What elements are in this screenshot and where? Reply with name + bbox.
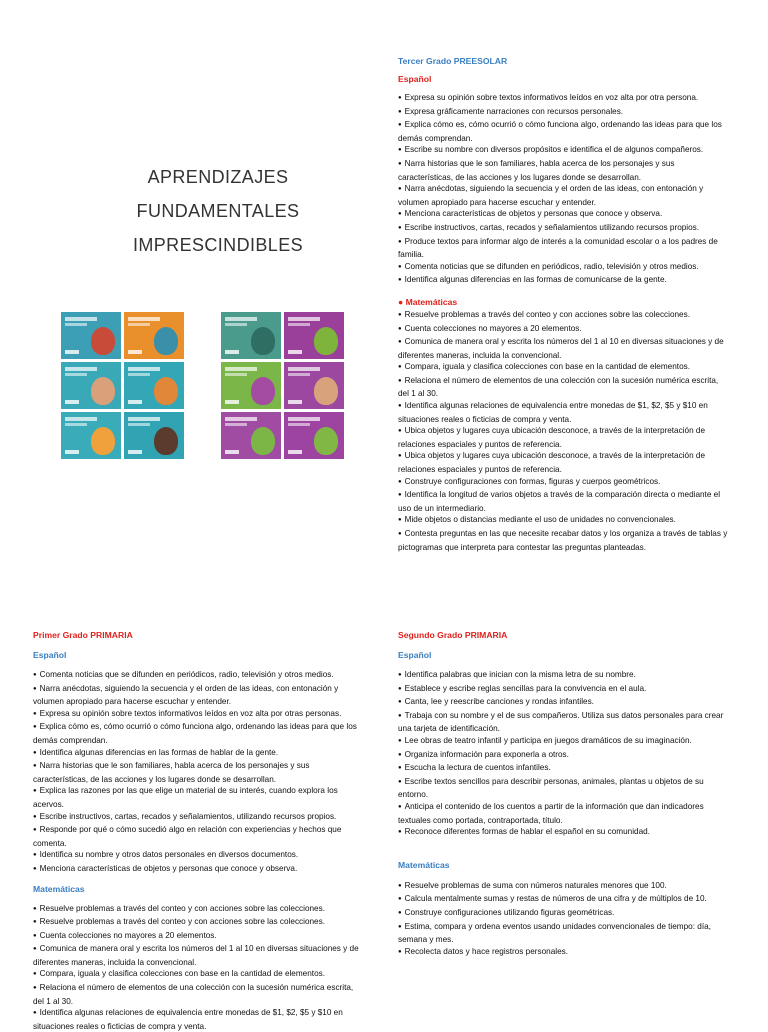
list-item: ● Produce textos para informar algo de interés a la comunidad escolar o a los padres de familia. (398, 236, 730, 261)
list-item: ● Identifica algunas relaciones de equivalencia entre monedas de $1, $2, $5 y $10 en situaciones reales o ficticias de compra y venta. (398, 400, 730, 425)
list-item: ● Identifica palabras que inician con la misma letra de su nombre. (398, 669, 730, 683)
list-item: ● Responde por qué o cómo sucedió algo en relación con experiencias y hechos que comenta. (33, 824, 365, 849)
list-item: ● Narra historias que le son familiares, habla acerca de los personajes y sus características, de las acciones y los lugares donde se desarrollan. (33, 760, 365, 785)
list-item: ● Identifica algunas diferencias en las formas de hablar de la gente. (33, 747, 365, 761)
list-item: ● Construye configuraciones con formas, figuras y cuerpos geométricos. (398, 476, 730, 490)
document-title (118, 160, 318, 262)
list-item: ● Relaciona el número de elementos de una colección con la sucesión numérica escrita, del 1 al 30. (33, 982, 365, 1007)
section-tercer-grado (398, 56, 730, 553)
book-cover (61, 412, 121, 459)
list-item: ● Resuelve problemas a través del conteo y con acciones sobre las colecciones. (33, 916, 365, 930)
list-item: ● Narra anécdotas, siguiendo la secuencia y el orden de las ideas, con entonación y volumen apropiado para hacerse escuchar y entender. (33, 683, 365, 708)
list-item: ● Identifica algunas diferencias en las formas de comunicarse de la gente. (398, 274, 730, 288)
espanol-list (398, 92, 730, 288)
list-item: ● Resuelve problemas a través del conteo y con acciones sobre las colecciones. (33, 903, 365, 917)
list-item: ● Construye configuraciones utilizando figuras geométricas. (398, 907, 730, 921)
list-item: ● Identifica algunas relaciones de equivalencia entre monedas de $1, $2, $5 y $10 en situaciones reales o ficticias de compra y venta. (33, 1007, 365, 1032)
list-item: ● Explica las razones por las que elige un material de su interés, cuando explora los acervos. (33, 785, 365, 810)
title-line: IMPRESCINDIBLES (118, 228, 318, 262)
section-heading: Primer Grado PRIMARIA (33, 630, 365, 641)
list-item: ● Comenta noticias que se difunden en periódicos, radio, televisión y otros medios. (33, 669, 365, 683)
list-item: ● Expresa gráficamente narraciones con recursos personales. (398, 106, 730, 120)
subject-heading-espanol: Español (398, 74, 730, 85)
list-item: ● Identifica su nombre y otros datos personales en diversos documentos. (33, 849, 365, 863)
list-item: ● Resuelve problemas a través del conteo y con acciones sobre las colecciones. (398, 309, 730, 323)
list-item: ● Expresa su opinión sobre textos informativos leídos en voz alta por otras personas. (33, 708, 365, 722)
list-item: ● Menciona características de objetos y personas que conoce y observa. (398, 208, 730, 222)
list-item: ● Establece y escribe reglas sencillas para la convivencia en el aula. (398, 683, 730, 697)
list-item: ● Trabaja con su nombre y el de sus compañeros. Utiliza sus datos personales para crear una tarjeta de identificación. (398, 710, 730, 735)
list-item: ● Comunica de manera oral y escrita los números del 1 al 10 en diversas situaciones y de diferentes maneras, incluida la convencional. (398, 336, 730, 361)
list-item: ● Relaciona el número de elementos de una colección con la sucesión numérica escrita, del 1 al 30. (398, 375, 730, 400)
book-covers-group-2 (221, 312, 344, 459)
list-item: ● Calcula mentalmente sumas y restas de números de una cifra y de múltiplos de 10. (398, 893, 730, 907)
list-item: ● Narra historias que le son familiares, habla acerca de los personajes y sus características, de las acciones y los lugares donde se desarrollan. (398, 158, 730, 183)
book-cover (284, 312, 344, 359)
list-item: ● Explica cómo es, cómo ocurrió o cómo funciona algo, ordenando las ideas para que los demás comprendan. (398, 119, 730, 144)
book-cover (284, 362, 344, 409)
list-item: ● Organiza información para exponerla a otros. (398, 749, 730, 763)
book-cover (61, 362, 121, 409)
espanol-list (398, 669, 730, 840)
section-heading: Tercer Grado PREESOLAR (398, 56, 730, 67)
list-item: ● Ubica objetos y lugares cuya ubicación desconoce, a través de la interpretación de relaciones espaciales y puntos de referencia. (398, 425, 730, 450)
list-item: ● Cuenta colecciones no mayores a 20 elementos. (33, 930, 365, 944)
list-item: ● Canta, lee y reescribe canciones y rondas infantiles. (398, 696, 730, 710)
subject-heading-matematicas: ● Matemáticas (398, 297, 730, 308)
book-cover (221, 362, 281, 409)
espanol-list (33, 669, 365, 877)
list-item: ● Escribe su nombre con diversos propósitos e identifica el de algunos compañeros. (398, 144, 730, 158)
list-item: ● Reconoce diferentes formas de hablar el español en su comunidad. (398, 826, 730, 840)
section-segundo-grado (398, 630, 730, 959)
list-item: ● Escribe instructivos, cartas, recados y señalamientos, utilizando recursos propios. (33, 811, 365, 825)
list-item: ● Resuelve problemas de suma con números naturales menores que 100. (398, 880, 730, 894)
list-item: ● Cuenta colecciones no mayores a 20 elementos. (398, 323, 730, 337)
subject-heading-espanol: Español (398, 650, 730, 661)
book-cover (61, 312, 121, 359)
matematicas-list (33, 903, 365, 1032)
list-item: ● Comunica de manera oral y escrita los números del 1 al 10 en diversas situaciones y de diferentes maneras, incluida la convencional. (33, 943, 365, 968)
list-item: ● Escribe textos sencillos para describir personas, animales, plantas u objetos de su entorno. (398, 776, 730, 801)
list-item: ● Expresa su opinión sobre textos informativos leídos en voz alta por otra persona. (398, 92, 730, 106)
book-cover (221, 312, 281, 359)
title-line: APRENDIZAJES (118, 160, 318, 194)
matematicas-list (398, 880, 730, 960)
subject-label: Matemáticas (406, 297, 458, 307)
list-item: ● Anticipa el contenido de los cuentos a partir de la información que dan indicadores textuales como portada, contraportada, título. (398, 801, 730, 826)
subject-heading-matematicas: Matemáticas (33, 884, 365, 895)
list-item: ● Lee obras de teatro infantil y participa en juegos dramáticos de su imaginación. (398, 735, 730, 749)
list-item: ● Contesta preguntas en las que necesite recabar datos y los organiza a través de tablas y pictogramas que interpreta para contestar las preguntas planteadas. (398, 528, 730, 553)
list-item: ● Narra anécdotas, siguiendo la secuencia y el orden de las ideas, con entonación y volumen apropiado para hacerse escuchar y entender. (398, 183, 730, 208)
list-item: ● Recolecta datos y hace registros personales. (398, 946, 730, 960)
list-item: ● Mide objetos o distancias mediante el uso de unidades no convencionales. (398, 514, 730, 528)
subject-heading-espanol: Español (33, 650, 365, 661)
section-heading: Segundo Grado PRIMARIA (398, 630, 730, 641)
list-item: ● Escucha la lectura de cuentos infantiles. (398, 762, 730, 776)
list-item: ● Comenta noticias que se difunden en periódicos, radio, televisión y otros medios. (398, 261, 730, 275)
book-cover (124, 362, 184, 409)
list-item: ● Estima, compara y ordena eventos usando unidades convencionales de tiempo: día, semana y mes. (398, 921, 730, 946)
list-item: ● Menciona características de objetos y personas que conoce y observa. (33, 863, 365, 877)
title-line: FUNDAMENTALES (118, 194, 318, 228)
book-cover (284, 412, 344, 459)
list-item: ● Ubica objetos y lugares cuya ubicación desconoce, a través de la interpretación de relaciones espaciales y puntos de referencia. (398, 450, 730, 475)
list-item: ● Identifica la longitud de varios objetos a través de la comparación directa o mediante el uso de un intermediario. (398, 489, 730, 514)
subject-heading-matematicas: Matemáticas (398, 860, 730, 871)
list-item: ● Compara, iguala y clasifica colecciones con base en la cantidad de elementos. (33, 968, 365, 982)
list-item: ● Explica cómo es, cómo ocurrió o cómo funciona algo, ordenando las ideas para que los demás comprendan. (33, 721, 365, 746)
book-cover (124, 312, 184, 359)
matematicas-list (398, 309, 730, 553)
section-primer-grado (33, 630, 365, 1032)
book-covers-group-1 (61, 312, 184, 459)
list-item: ● Compara, iguala y clasifica colecciones con base en la cantidad de elementos. (398, 361, 730, 375)
list-item: ● Escribe instructivos, cartas, recados y señalamientos utilizando recursos propios. (398, 222, 730, 236)
book-cover (221, 412, 281, 459)
book-cover (124, 412, 184, 459)
